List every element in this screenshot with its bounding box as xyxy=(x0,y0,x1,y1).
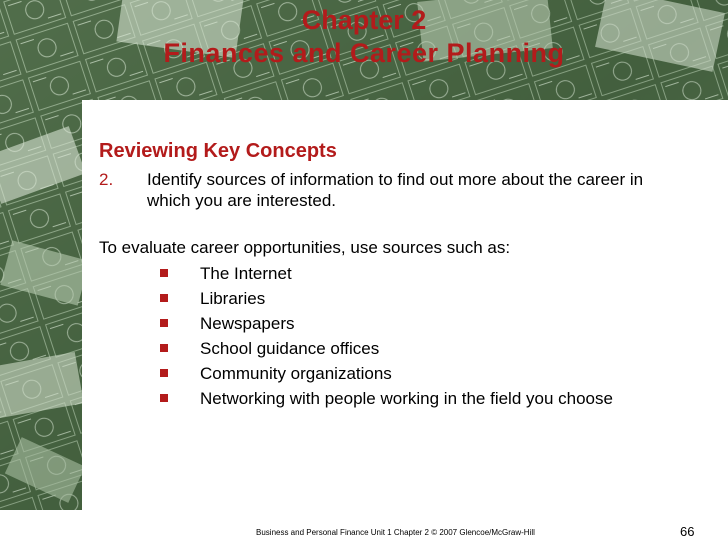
bullet-text: Newspapers xyxy=(200,314,295,333)
square-bullet-icon xyxy=(160,269,168,277)
item-number: 2. xyxy=(99,170,114,189)
page-number: 66 xyxy=(680,524,695,539)
square-bullet-icon xyxy=(160,344,168,352)
footer-credit: Business and Personal Finance Unit 1 Chapter 2 © 2007 Glencoe/McGraw-Hill xyxy=(256,528,535,537)
list-item xyxy=(152,288,652,309)
square-bullet-icon xyxy=(160,294,168,302)
section-heading: Reviewing Key Concepts xyxy=(99,140,337,162)
square-bullet-icon xyxy=(160,394,168,402)
bullet-list xyxy=(152,263,652,413)
item-text: Identify sources of information to find out more about the career in which you are interested. xyxy=(147,170,644,210)
list-item xyxy=(152,313,652,334)
lead-text: To evaluate career opportunities, use sources such as: xyxy=(99,238,511,257)
square-bullet-icon xyxy=(160,369,168,377)
list-item xyxy=(152,263,652,284)
bullet-text: Libraries xyxy=(200,289,266,308)
title-line-2: Finances and Career Planning xyxy=(163,38,565,68)
square-bullet-icon xyxy=(160,319,168,327)
bullet-text: Community organizations xyxy=(200,364,392,383)
list-item xyxy=(152,338,652,359)
slide-title xyxy=(0,4,728,70)
list-item xyxy=(152,388,652,409)
bullet-text: Networking with people working in the field you choose xyxy=(200,389,613,408)
title-line-1: Chapter 2 xyxy=(301,5,427,35)
content-panel xyxy=(82,100,728,510)
bullet-text: School guidance offices xyxy=(200,339,380,358)
bullet-text: The Internet xyxy=(200,264,292,283)
list-item xyxy=(152,363,652,384)
